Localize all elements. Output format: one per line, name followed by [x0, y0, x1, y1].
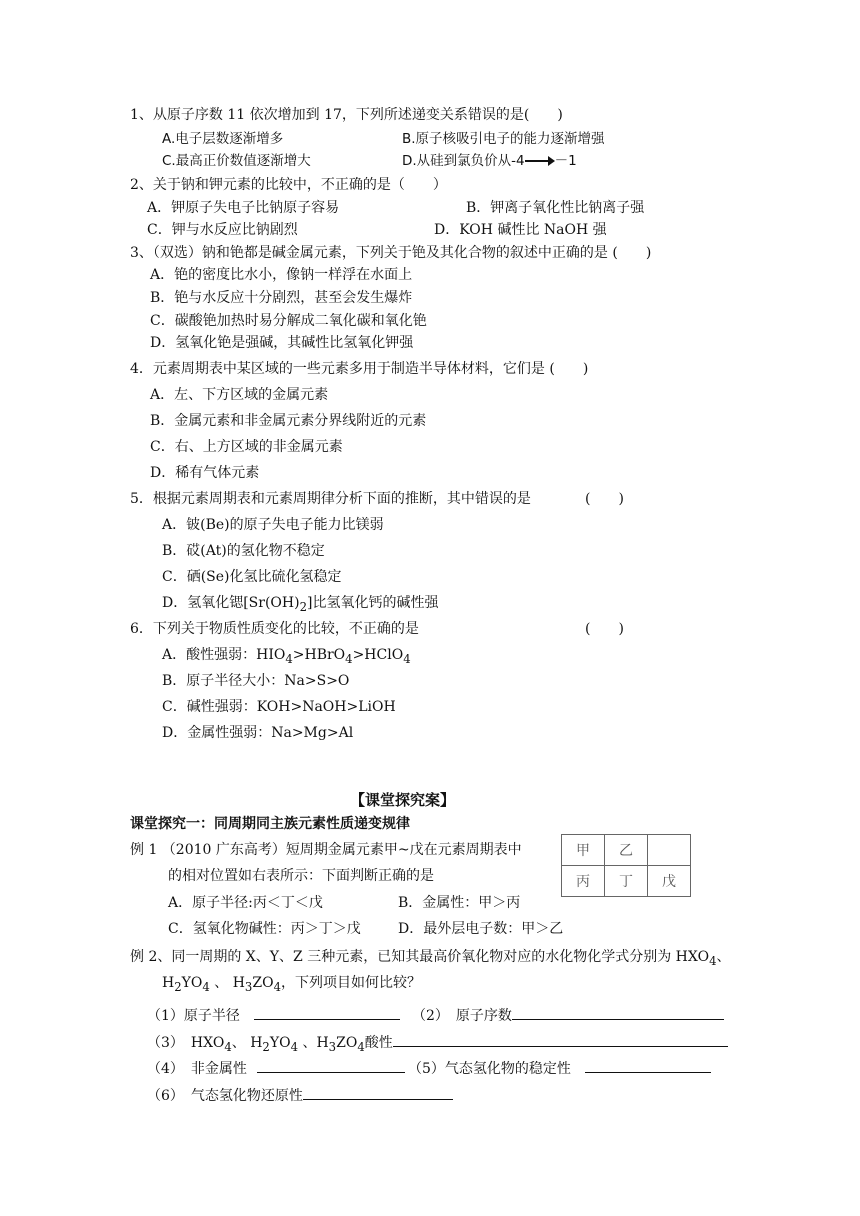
subscript: 4 [285, 651, 293, 666]
subscript: 4 [224, 1039, 232, 1054]
table-cell: 乙 [605, 835, 648, 866]
ex2-line1-end: 、 [716, 949, 731, 965]
q6-option-a-text-2: >HBrO [292, 647, 346, 663]
ex2-line1-text: 例 2、同一周期的 X、Y、Z 三种元素，已知其最高价氧化物对应的水化物化学式分别为 HXO [130, 949, 710, 965]
q5-option-d-suffix: ]比氢氧化钙的碱性强 [307, 595, 439, 611]
q2-stem: 2、关于钠和钾元素的比较中，不正确的是（ ） [130, 177, 447, 193]
ex2-line2-tail: ，下列项目如何比较？ [280, 975, 421, 991]
q6-answer-paren: ( ) [585, 621, 624, 637]
q5-option-a: A．铍(Be)的原子失电子能力比镁弱 [162, 517, 384, 533]
subscript: 4 [290, 1039, 298, 1054]
section-subtitle: 课堂探究一：同周期同主族元素性质递变规律 [130, 816, 410, 832]
ex2-item2 [412, 1005, 724, 1026]
ex1-line2: 的相对位置如右表所示：下面判断正确的是 [168, 868, 434, 884]
q1-option-d-suffix: －1 [554, 153, 577, 169]
table-cell: 戊 [648, 866, 691, 897]
ex2-item3-suffix: 酸性 [364, 1035, 393, 1051]
ex2-item5 [408, 1058, 711, 1079]
q5-stem: 5．根据元素周期表和元素周期律分析下面的推断，其中错误的是 [130, 491, 531, 507]
ex2-item6 [147, 1085, 453, 1106]
answer-blank[interactable] [393, 1032, 728, 1047]
formula-part: H [232, 975, 245, 991]
q4-stem: 4．元素周期表中某区域的一些元素多用于制造半导体材料，它们是 ( ) [130, 361, 589, 377]
formula-part: H [250, 1035, 263, 1051]
right-arrow-icon [525, 156, 555, 166]
ex2-item1 [147, 1005, 400, 1026]
formula-part: H [162, 975, 175, 991]
q2-option-b: B．钾离子氧化性比钠离子强 [466, 200, 645, 216]
ex2-line2 [162, 973, 421, 997]
separator: 、 [231, 1035, 246, 1051]
ex2-item3 [147, 1032, 728, 1057]
periodic-position-table [561, 834, 691, 897]
q5-option-b: B．砹(At)的氢化物不稳定 [162, 543, 325, 559]
formula-part: H [316, 1035, 329, 1051]
subscript: 4 [709, 953, 717, 968]
q5-option-d [162, 593, 438, 617]
subscript: 4 [273, 979, 281, 994]
ex1-option-b: B．金属性：甲＞丙 [398, 895, 521, 911]
subscript: 2 [174, 979, 182, 994]
table-cell [648, 835, 691, 866]
q5-option-c: C．硒(Se)化氢比硫化氢稳定 [162, 569, 342, 585]
q1-stem: 1、从原子序数 11 依次增加到 17，下列所述递变关系错误的是( ) [130, 107, 563, 123]
q1-option-c: C.最高正价数值逐渐增大 [162, 153, 311, 169]
subscript: 4 [403, 651, 411, 666]
q1-option-b: B.原子核吸引电子的能力逐渐增强 [402, 131, 605, 147]
subscript: 3 [328, 1039, 337, 1054]
section-title: 【课堂探究案】 [350, 791, 456, 809]
ex2-item4 [147, 1058, 405, 1079]
subscript: 2 [262, 1039, 270, 1054]
table-cell: 丁 [605, 866, 648, 897]
ex1-option-c: C．氢氧化物碱性：丙＞丁＞戊 [168, 921, 361, 937]
q1-option-a: A.电子层数逐渐增多 [162, 131, 284, 147]
q6-option-c: C．碱性强弱：KOH>NaOH>LiOH [162, 699, 396, 715]
q3-stem: 3、（双选）钠和铯都是碱金属元素，下列关于铯及其化合物的叙述中正确的是 ( ) [130, 245, 652, 261]
q4-option-a: A．左、下方区域的金属元素 [150, 387, 329, 403]
q1-option-d-prefix: D.从硅到氯负价从-4 [402, 153, 525, 169]
answer-blank[interactable] [585, 1058, 711, 1073]
subscript: 4 [202, 979, 210, 994]
subscript: 4 [357, 1039, 365, 1054]
q6-stem: 6．下列关于物质性质变化的比较，不正确的是 [130, 621, 419, 637]
subscript: 4 [345, 651, 353, 666]
formula-part: ZO [336, 1035, 358, 1051]
ex2-item3-text: （3） HXO [147, 1035, 225, 1051]
q2-option-a: A．钾原子失电子比钠原子容易 [147, 200, 340, 216]
q6-option-d: D．金属性强弱：Na>Mg>Al [162, 725, 354, 741]
q6-option-a-text-3: >HClO [352, 647, 404, 663]
q6-option-b: B．原子半径大小：Na>S>O [162, 673, 350, 689]
q3-option-d: D．氢氧化铯是强碱，其碱性比氢氧化钾强 [150, 335, 414, 351]
answer-blank[interactable] [512, 1005, 724, 1020]
q4-option-d: D．稀有气体元素 [150, 465, 260, 481]
table-row [562, 835, 691, 866]
ex1-option-a: A．原子半径:丙＜丁＜戊 [168, 895, 323, 911]
answer-blank[interactable] [303, 1085, 453, 1100]
formula-part: ZO [252, 975, 274, 991]
ex1-option-d: D．最外层电子数：甲＞乙 [398, 921, 564, 937]
q4-option-c: C．右、上方区域的非金属元素 [150, 439, 343, 455]
separator: 、 [302, 1035, 317, 1051]
answer-blank[interactable] [257, 1058, 405, 1073]
table-row [562, 866, 691, 897]
ex2-item5-label: （5）气态氢化物的稳定性 [408, 1061, 571, 1077]
q5-answer-paren: ( ) [585, 491, 624, 507]
q6-option-a-text-1: A．酸性强弱：HIO [162, 647, 286, 663]
ex2-item1-label: （1）原子半径 [147, 1008, 240, 1024]
formula-part: YO [181, 975, 203, 991]
q6-option-a [162, 645, 411, 669]
q5-option-d-prefix: D．氢氧化锶[Sr(OH) [162, 595, 300, 611]
ex2-item6-label: （6） 气态氢化物还原性 [147, 1088, 303, 1104]
formula-part: YO [269, 1035, 291, 1051]
ex2-item2-label: （2） 原子序数 [412, 1008, 512, 1024]
q3-option-a: A．铯的密度比水小，像钠一样浮在水面上 [150, 267, 413, 283]
table-cell: 丙 [562, 866, 605, 897]
separator: 、 [214, 975, 229, 991]
q3-option-c: C．碳酸铯加热时易分解成二氧化碳和氧化铯 [150, 313, 427, 329]
ex2-item4-label: （4） 非金属性 [147, 1061, 247, 1077]
subscript: 3 [244, 979, 253, 994]
table-cell: 甲 [562, 835, 605, 866]
q4-option-b: B．金属元素和非金属元素分界线附近的元素 [150, 413, 427, 429]
q5-option-d-sub: 2 [299, 599, 308, 614]
ex2-line1 [130, 947, 730, 971]
q3-option-b: B．铯与水反应十分剧烈，甚至会发生爆炸 [150, 290, 413, 306]
q2-option-c: C．钾与水反应比钠剧烈 [147, 222, 298, 238]
q2-option-d: D．KOH 碱性比 NaOH 强 [434, 222, 607, 238]
answer-blank[interactable] [254, 1005, 400, 1020]
q1-option-d [402, 151, 577, 171]
ex1-line1: 例 1 （2010 广东高考）短周期金属元素甲~戊在元素周期表中 [130, 842, 522, 858]
